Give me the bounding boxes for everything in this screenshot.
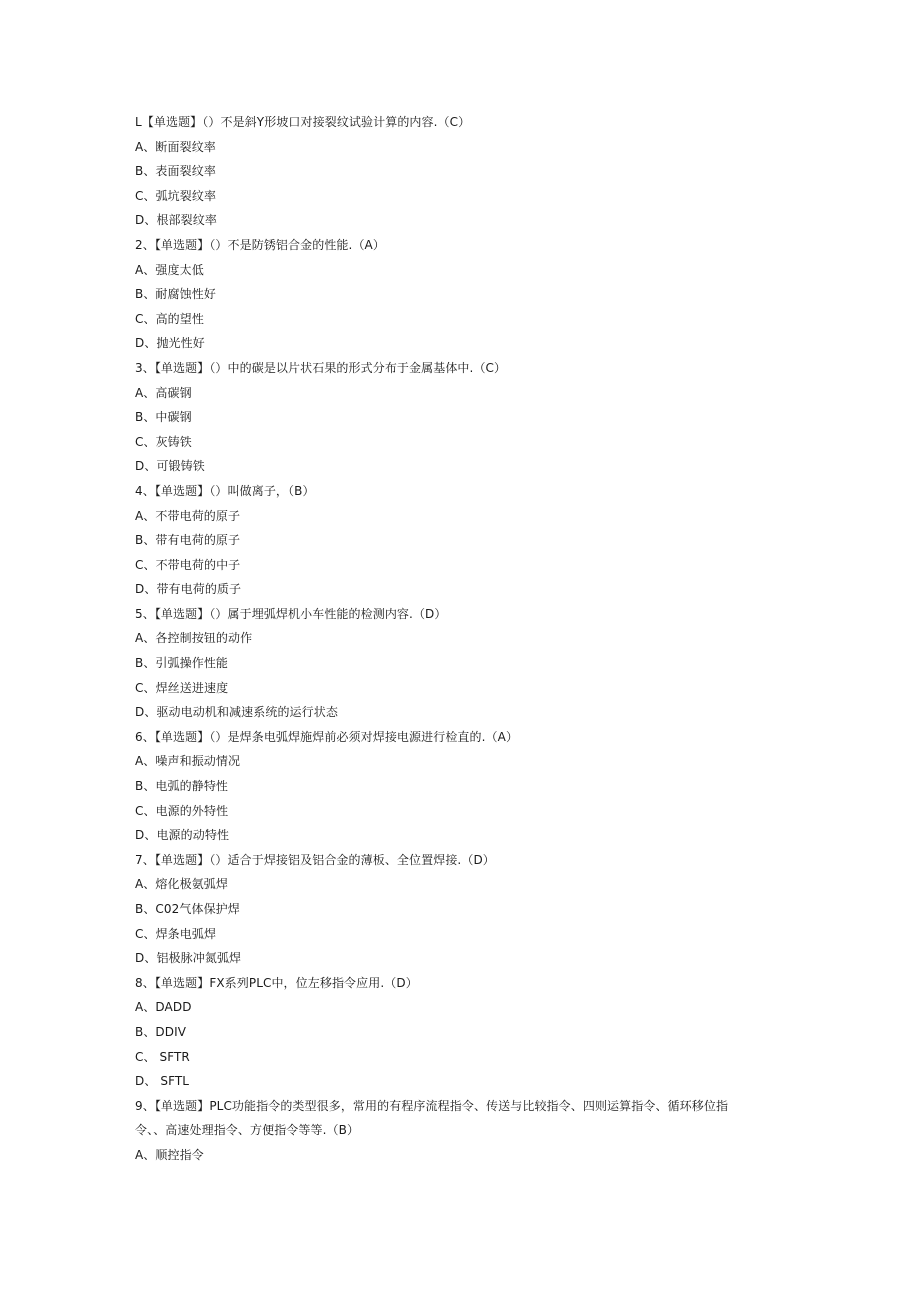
option-6c: C、电源的外特性 bbox=[135, 803, 229, 818]
option-2b: B、耐腐蚀性好 bbox=[135, 287, 216, 302]
option-3a: A、高碳钢 bbox=[135, 385, 192, 400]
option-3d: D、可锻铸铁 bbox=[135, 459, 205, 474]
option-2d: D、抛光性好 bbox=[135, 336, 205, 351]
option-1d: D、根部裂纹率 bbox=[135, 213, 217, 228]
option-7b: B、C02气体保护焊 bbox=[135, 902, 240, 916]
option-8d: D、 SFTL bbox=[135, 1074, 190, 1089]
option-7d: D、铝极脉冲氮弧焊 bbox=[135, 951, 242, 966]
option-8a: A、DADD bbox=[135, 1000, 192, 1015]
option-1b: B、表面裂纹率 bbox=[135, 164, 216, 179]
option-5c: C、焊丝送进速度 bbox=[135, 680, 229, 695]
question-list bbox=[135, 110, 785, 1168]
option-7a: A、熔化极氨弧焊 bbox=[135, 877, 229, 892]
option-3c: C、灰铸铁 bbox=[135, 434, 192, 449]
question-4: 4、【单选题】（）叫做离子，（B） bbox=[135, 483, 315, 498]
option-9a: A、顺控指令 bbox=[135, 1147, 204, 1162]
option-5a: A、各控制按钮的动作 bbox=[135, 631, 253, 646]
question-1: L【单选题】（）不是斜Y形坡口对接裂纹试验计算的内容.（C） bbox=[135, 115, 471, 129]
question-9: 9、【单选题】PLC功能指令的类型很多，常用的有程序流程指令、传送与比较指令、四则运算指令、循环移位指 bbox=[135, 1098, 729, 1113]
question-8: 8、【单选题】FX系列PLC中，位左移指令应用.（D） bbox=[135, 975, 418, 990]
option-2c: C、高的望性 bbox=[135, 311, 204, 326]
option-4b: B、带有电荷的原子 bbox=[135, 533, 241, 548]
option-7c: C、焊条电弧焊 bbox=[135, 926, 217, 941]
question-2: 2、【单选题】（）不是防锈铝合金的性能.（A） bbox=[135, 237, 385, 252]
option-5d: D、驱动电动机和减速系统的运行状态 bbox=[135, 705, 338, 720]
option-8b: B、DDIV bbox=[135, 1024, 187, 1039]
option-6b: B、电弧的静特性 bbox=[135, 779, 229, 794]
question-9-continued: 令、、高速处理指令、方便指令等等.（B） bbox=[135, 1123, 360, 1138]
option-8c: C、 SFTR bbox=[135, 1049, 190, 1064]
option-4c: C、不带电荷的中子 bbox=[135, 557, 241, 572]
question-3: 3、【单选题】（）中的碳是以片状石果的形式分布于金属基体中.（C） bbox=[135, 360, 507, 375]
option-4d: D、带有电荷的质子 bbox=[135, 582, 242, 597]
option-6d: D、电源的动特性 bbox=[135, 828, 230, 843]
option-5b: B、引弧操作性能 bbox=[135, 656, 229, 671]
option-2a: A、强度太低 bbox=[135, 262, 204, 277]
option-1c: C、弧坑裂纹率 bbox=[135, 188, 217, 203]
option-1a: A、断面裂纹率 bbox=[135, 139, 216, 154]
option-3b: B、中碳钢 bbox=[135, 410, 192, 425]
option-6a: A、噪声和振动情况 bbox=[135, 754, 241, 769]
question-5: 5、【单选题】（）属于埋弧焊机小车性能的检测内容.（D） bbox=[135, 606, 447, 621]
question-7: 7、【单选题】（）适合于焊接铝及铝合金的薄板、全位置焊接.（D） bbox=[135, 852, 495, 867]
question-6: 6、【单选题】（）是焊条电弧焊施焊前必须对焊接电源进行检直的.（A） bbox=[135, 729, 519, 744]
option-4a: A、不带电荷的原子 bbox=[135, 508, 241, 523]
